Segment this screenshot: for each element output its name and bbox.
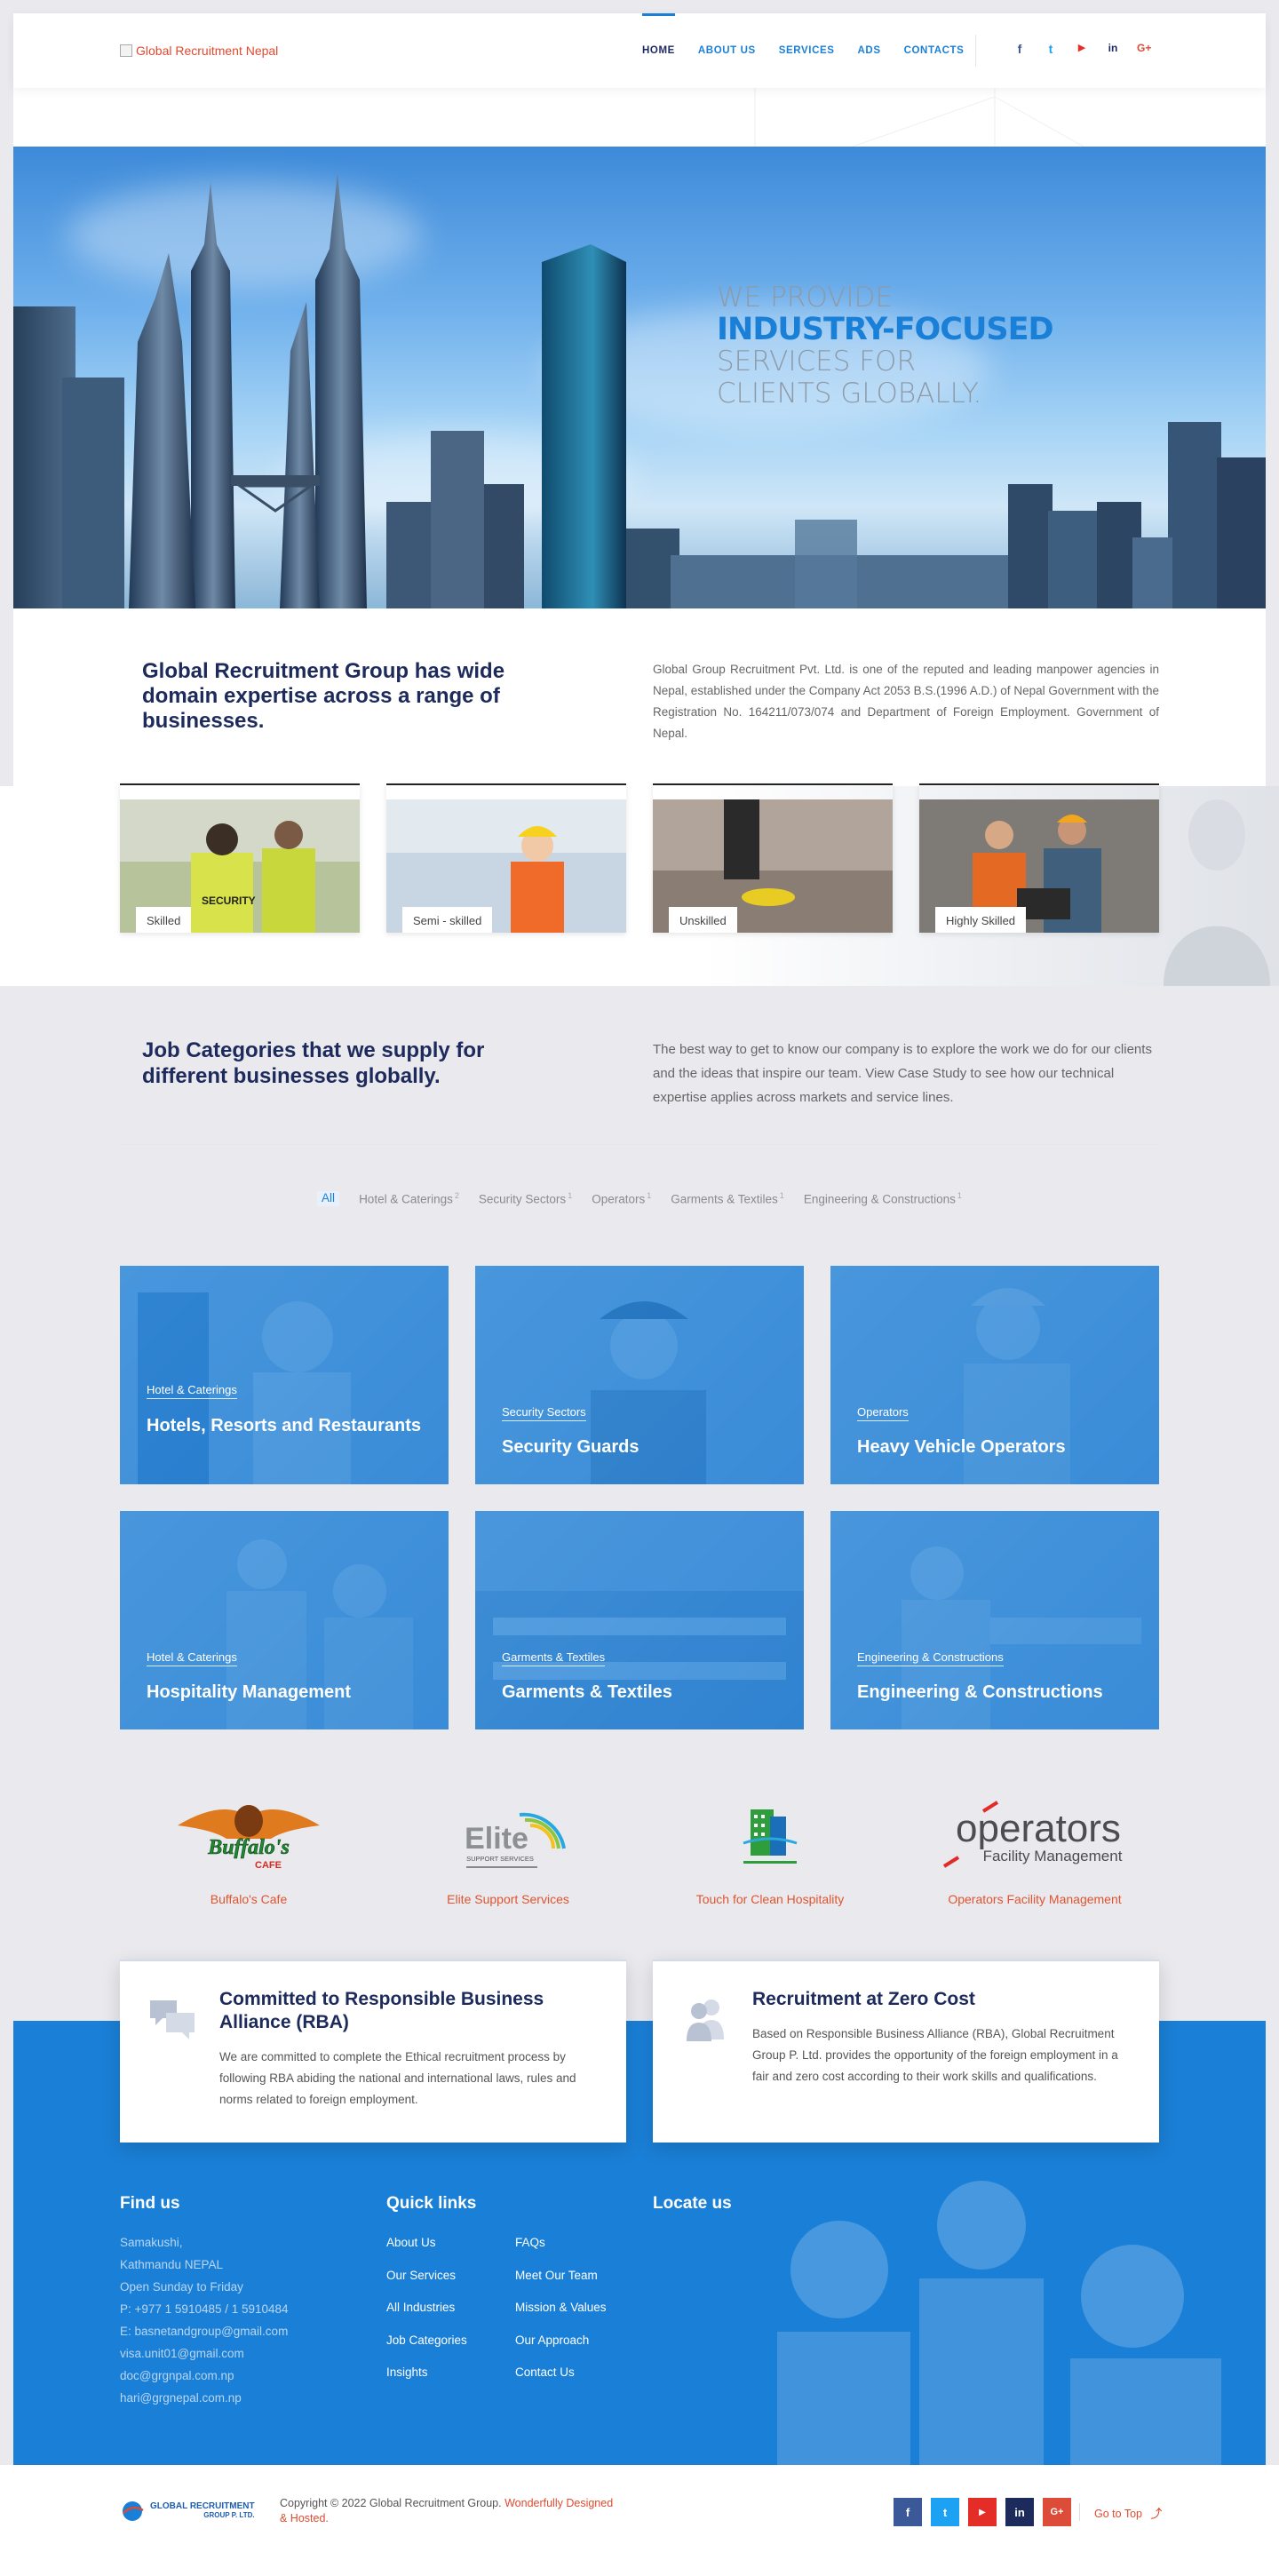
- skill-card-highly-skilled[interactable]: [919, 783, 1159, 933]
- footer-link[interactable]: About Us: [386, 2236, 436, 2249]
- address-line: Samakushi,: [120, 2236, 183, 2249]
- users-icon: [679, 1993, 733, 2047]
- designed-link[interactable]: Wonderfully Designed & Hosted.: [280, 2497, 614, 2524]
- hero-banner: [13, 147, 1266, 608]
- client-elite-support[interactable]: [388, 1785, 628, 1910]
- logo-alt-text: Global Recruitment Nepal: [136, 44, 279, 58]
- skill-card-semi-skilled[interactable]: [386, 783, 626, 933]
- filter-hotel-caterings[interactable]: Hotel & Caterings $^2$: [359, 1191, 459, 1206]
- copyright-text: Copyright © 2022 Global Recruitment Group.: [280, 2497, 502, 2509]
- city-skyline: [13, 147, 1266, 608]
- rba-box: [120, 1960, 626, 2143]
- globe-logo-icon: [120, 2500, 147, 2523]
- skill-card-skilled[interactable]: [120, 783, 360, 933]
- footer-link[interactable]: Insights: [386, 2365, 428, 2379]
- google-plus-icon[interactable]: G+: [1043, 2498, 1071, 2526]
- zero-cost-title: Recruitment at Zero Cost: [752, 1989, 975, 2009]
- footer-background-photo: [715, 2145, 1266, 2465]
- client-caption: Touch for Clean Hospitality: [695, 1892, 845, 1906]
- client-operators[interactable]: [915, 1785, 1155, 1910]
- job-name: Hospitality Management: [147, 1682, 352, 1702]
- skill-label: Semi - skilled: [402, 907, 492, 933]
- filter-operators[interactable]: Operators $^1$: [592, 1191, 652, 1206]
- zero-cost-box: [653, 1960, 1159, 2143]
- client-buffalos-cafe[interactable]: [129, 1785, 369, 1910]
- job-sub: Engineering & Constructions: [857, 1650, 1004, 1666]
- google-plus-icon[interactable]: G+: [1137, 42, 1152, 54]
- filter-security-sectors[interactable]: Security Sectors $^1$: [478, 1191, 573, 1206]
- hero-line-2: INDUSTRY-FOCUSED: [717, 312, 1053, 347]
- category-filters: [0, 1191, 1279, 1206]
- job-name: Security Guards: [502, 1437, 640, 1457]
- svg-text:Buffalo's: Buffalo's: [208, 1836, 290, 1859]
- copyright: [280, 2496, 617, 2526]
- svg-text:SECURITY: SECURITY: [202, 894, 256, 907]
- job-name: Hotels, Resorts and Restaurants: [147, 1416, 421, 1435]
- job-name: Engineering & Constructions: [857, 1682, 1103, 1702]
- header-social: [1013, 42, 1151, 56]
- hero-line-4: CLIENTS GLOBALLY.: [717, 378, 982, 409]
- job-tile-garments[interactable]: [475, 1511, 804, 1729]
- hero-headline: [717, 282, 1053, 409]
- arrow-up-icon: ⤴: [1150, 2508, 1162, 2520]
- job-sub: Hotel & Caterings: [147, 1383, 237, 1399]
- filter-engineering-constructions[interactable]: Engineering & Constructions $^1$: [803, 1191, 962, 1206]
- svg-text:SUPPORT SERVICES: SUPPORT SERVICES: [466, 1855, 534, 1863]
- svg-text:Facility Management: Facility Management: [982, 1848, 1123, 1864]
- client-caption: Operators Facility Management: [948, 1892, 1122, 1906]
- email-line[interactable]: hari@grgnepal.com.np: [120, 2391, 242, 2405]
- footer-logo-text: GLOBAL RECRUITMENT: [150, 2501, 255, 2511]
- job-sub: Hotel & Caterings: [147, 1650, 237, 1666]
- phone-line: P: +977 1 5910485 / 1 5910484: [120, 2302, 289, 2316]
- go-to-top-label: Go to Top: [1094, 2508, 1142, 2520]
- locate-us-title: Locate us: [653, 2194, 732, 2213]
- footer-link[interactable]: Our Services: [386, 2268, 457, 2282]
- linkedin-icon[interactable]: in: [1108, 42, 1118, 54]
- filter-all[interactable]: All: [317, 1191, 339, 1206]
- quick-links-col-2: [515, 2227, 607, 2389]
- client-caption: Elite Support Services: [447, 1892, 569, 1906]
- rba-text: We are committed to complete the Ethical recruitment process by following RBA abiding the national and international laws, rules and norms related to foreign employment.: [219, 2050, 576, 2106]
- nav-divider: [975, 35, 976, 67]
- find-us-list: [120, 2231, 289, 2409]
- facebook-icon[interactable]: f: [1017, 42, 1022, 56]
- nav-contacts[interactable]: CONTACTS: [903, 45, 965, 56]
- facebook-icon[interactable]: f: [894, 2498, 922, 2526]
- nav-services[interactable]: SERVICES: [778, 45, 835, 56]
- job-name: Heavy Vehicle Operators: [857, 1437, 1066, 1457]
- footer-link[interactable]: Mission & Values: [515, 2301, 607, 2314]
- filter-garments-textiles[interactable]: Garments & Textiles $^1$: [671, 1191, 784, 1206]
- job-tile-hotels[interactable]: [120, 1266, 449, 1484]
- hero-line-3: SERVICES FOR: [717, 346, 916, 378]
- footer-link[interactable]: FAQs: [515, 2236, 545, 2249]
- skill-label: Highly Skilled: [935, 907, 1026, 933]
- quick-links-col-1: [386, 2227, 467, 2389]
- categories-text: The best way to get to know our company is to explore the work we do for our clients and the ideas that inspire our team. View Case Study to see how our technical expertise applies across markets and service lines.: [653, 1042, 1152, 1105]
- svg-text:CAFE: CAFE: [255, 1860, 282, 1871]
- svg-text:operators: operators: [956, 1807, 1121, 1850]
- divider: [120, 1144, 1159, 1145]
- go-to-top-button[interactable]: [1094, 2505, 1162, 2521]
- email-line[interactable]: E: basnetandgroup@gmail.com: [120, 2325, 289, 2338]
- elite-logo: [388, 1785, 628, 1883]
- linkedin-icon[interactable]: in: [1005, 2498, 1034, 2526]
- youtube-icon[interactable]: ▶: [1077, 43, 1086, 53]
- footer-link[interactable]: Job Categories: [386, 2333, 467, 2347]
- intro-title: Global Recruitment Group has wide domain expertise across a range of businesses.: [142, 659, 505, 733]
- nav-ads[interactable]: ADS: [857, 45, 881, 56]
- nav-about-us[interactable]: ABOUT US: [697, 45, 756, 56]
- job-sub: Security Sectors: [502, 1405, 586, 1421]
- job-tile-engineering[interactable]: [830, 1511, 1159, 1729]
- svg-text:Elite: Elite: [465, 1822, 528, 1856]
- footer-link[interactable]: All Industries: [386, 2301, 456, 2314]
- broken-image-icon: [120, 44, 132, 57]
- hours-line: Open Sunday to Friday: [120, 2280, 243, 2294]
- zero-cost-text: Based on Responsible Business Alliance (RBA), Global Recruitment Group P. Ltd. provides the opportunity of the foreign employment in a fair and zero cost according to their work skills and qualifications.: [752, 2027, 1118, 2083]
- intro-text: Global Group Recruitment Pvt. Ltd. is one of the reputed and leading manpower agencies in Nepal, established under the Company Act 2053 B.S.(1996 A.D.) of Nepal Government with the Registration No. 164211/073/074 and Department of Foreign Employment. Government of Nepal.: [653, 663, 1159, 740]
- skill-label: Skilled: [136, 907, 191, 933]
- client-touch-for-clean[interactable]: [650, 1785, 890, 1910]
- footer-logo-sub: GROUP P. LTD.: [203, 2511, 255, 2519]
- job-name: Garments & Textiles: [502, 1682, 672, 1702]
- footer-link[interactable]: Contact Us: [515, 2365, 575, 2379]
- email-line[interactable]: doc@grgnpal.com.np: [120, 2369, 234, 2382]
- footer-logo[interactable]: [120, 2500, 255, 2523]
- client-caption: Buffalo's Cafe: [210, 1892, 288, 1906]
- email-line[interactable]: visa.unit01@gmail.com: [120, 2347, 244, 2360]
- buffalos-cafe-logo: [129, 1785, 369, 1883]
- person-silhouette: [1155, 791, 1279, 986]
- job-tile-operators[interactable]: [830, 1266, 1159, 1484]
- operators-logo: [915, 1785, 1155, 1883]
- main-nav: [642, 13, 964, 88]
- site-logo[interactable]: [120, 44, 278, 58]
- footer-link[interactable]: Our Approach: [515, 2333, 590, 2347]
- job-tile-security[interactable]: [475, 1266, 804, 1484]
- quick-links-title: Quick links: [386, 2194, 477, 2213]
- site-header: [13, 13, 1266, 88]
- find-us-title: Find us: [120, 2194, 180, 2213]
- touch-for-clean-logo: [650, 1785, 890, 1883]
- chat-bubbles-icon: [147, 1993, 200, 2047]
- skill-card-unskilled[interactable]: [653, 783, 893, 933]
- address-line: Kathmandu NEPAL: [120, 2258, 224, 2271]
- categories-title: Job Categories that we supply for different businesses globally.: [142, 1038, 485, 1088]
- divider: [1079, 2503, 1080, 2521]
- footer-link[interactable]: Meet Our Team: [515, 2268, 598, 2282]
- job-sub: Operators: [857, 1405, 909, 1421]
- twitter-icon[interactable]: t: [1048, 42, 1053, 56]
- job-tile-hospitality[interactable]: [120, 1511, 449, 1729]
- skill-label: Unskilled: [669, 907, 737, 933]
- job-sub: Garments & Textiles: [502, 1650, 605, 1666]
- twitter-icon[interactable]: t: [931, 2498, 959, 2526]
- hero-line-1: WE PROVIDE: [717, 282, 893, 314]
- youtube-icon[interactable]: ▶: [968, 2498, 997, 2526]
- rba-title: Committed to Responsible Business Alliance (RBA): [219, 1989, 544, 2032]
- nav-home[interactable]: HOME: [642, 13, 675, 88]
- decorative-lines: [622, 88, 1084, 147]
